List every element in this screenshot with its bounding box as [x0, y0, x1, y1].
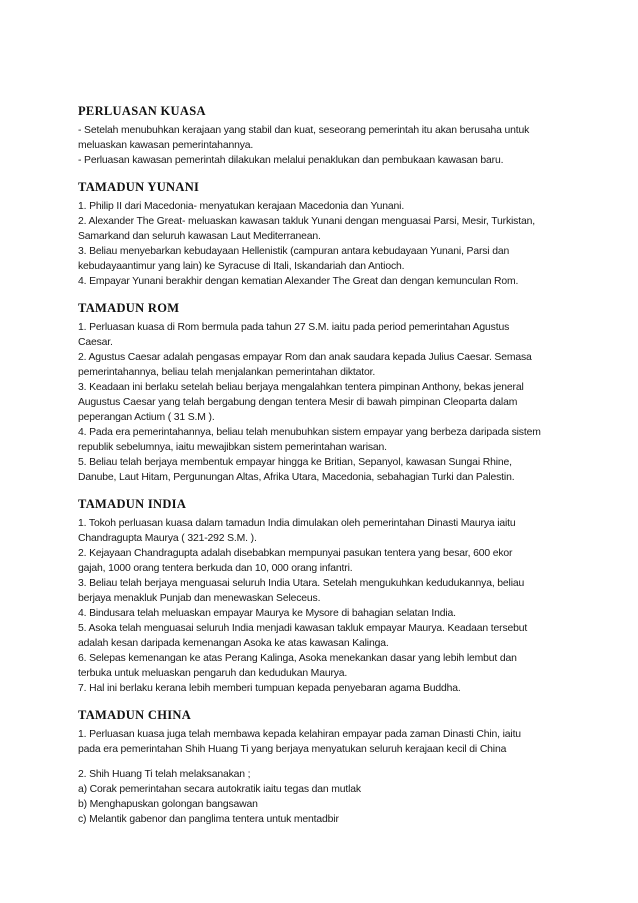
list-item: c) Melantik gabenor dan panglima tentera untuk mentadbir [78, 814, 339, 825]
paragraph-line: 2. Kejayaan Chandragupta adalah disebabkan mempunyai pasukan tentera yang besar, 600 ekor [78, 548, 513, 559]
paragraph-line: 2. Shih Huang Ti telah melaksanakan ; [78, 769, 251, 780]
list-item: b) Menghapuskan golongan bangsawan [78, 799, 258, 810]
section-tamadun-india [78, 497, 568, 696]
section-perluasan-kuasa [78, 104, 568, 168]
paragraph-line: Augustus Caesar yang telah bergabung dengan tentera Mesir di bawah pimpinan Cleoparta dalam [78, 397, 518, 408]
paragraph-line: 2. Alexander The Great- meluaskan kawasan takluk Yunani dengan menguasai Parsi, Mesir, Turkistan, [78, 216, 535, 227]
paragraph-line: - Setelah menubuhkan kerajaan yang stabil dan kuat, seseorang pemerintah itu akan berusaha untuk [78, 125, 530, 136]
paragraph-gap [78, 757, 568, 767]
paragraph-line: 1. Perluasan kuasa di Rom bermula pada tahun 27 S.M. iaitu pada period pemerintahan Agustus [78, 322, 510, 333]
paragraph-line: meluaskan kawasan pemerintahannya. [78, 140, 254, 151]
section-tamadun-china [78, 708, 568, 827]
paragraph-line: 7. Hal ini berlaku kerana lebih memberi tumpuan kepada penyebaran agama Buddha. [78, 683, 461, 694]
paragraph-line: 1. Perluasan kuasa juga telah membawa kepada kelahiran empayar pada zaman Dinasti Chin, iaitu [78, 729, 521, 740]
paragraph-line: 4. Empayar Yunani berakhir dengan kematian Alexander The Great dan dengan kemunculan Rom. [78, 276, 519, 287]
section-heading: TAMADUN CHINA [78, 708, 192, 722]
paragraph-line: 3. Beliau telah berjaya menguasai seluruh India Utara. Setelah mengukuhkan kedudukannya, beliau [78, 578, 525, 589]
section-tamadun-yunani [78, 180, 568, 289]
paragraph-line: 4. Bindusara telah meluaskan empayar Maurya ke Mysore di bahagian selatan India. [78, 608, 456, 619]
paragraph-line: republik sebelumnya, iaitu mewajibkan sistem pemerintahan warisan. [78, 442, 387, 453]
section-heading: TAMADUN YUNANI [78, 180, 200, 194]
paragraph-line: kebudayaantimur yang lain) ke Syracuse di Itali, Iskandariah dan Antioch. [78, 261, 405, 272]
paragraph-line: 1. Tokoh perluasan kuasa dalam tamadun India dimulakan oleh pemerintahan Dinasti Maurya iaitu [78, 518, 516, 529]
section-heading: TAMADUN INDIA [78, 497, 187, 511]
section-tamadun-rom [78, 301, 568, 485]
document-page [78, 104, 568, 839]
paragraph-line: 5. Beliau telah berjaya membentuk empayar hingga ke Britian, Sepanyol, kawasan Sungai Rhine, [78, 457, 512, 468]
paragraph-line: 4. Pada era pemerintahannya, beliau telah menubuhkan sistem empayar yang berbeza daripada sistem [78, 427, 541, 438]
paragraph-line: 3. Keadaan ini berlaku setelah beliau berjaya mengalahkan tentera pimpinan Anthony, bekas jeneral [78, 382, 524, 393]
paragraph-line: pada era pemerintahan Shih Huang Ti yang berjaya menyatukan seluruh kerajaan kecil di China [78, 744, 507, 755]
paragraph-line: Samarkand dan seluruh kawasan Laut Mediterranean. [78, 231, 321, 242]
paragraph-line: 6. Selepas kemenangan ke atas Perang Kalinga, Asoka menekankan dasar yang lebih lembut dan [78, 653, 517, 664]
paragraph-line: 5. Asoka telah menguasai seluruh India menjadi kawasan takluk empayar Maurya. Keadaan tersebut [78, 623, 528, 634]
section-heading: PERLUASAN KUASA [78, 104, 206, 118]
paragraph-line: Chandragupta Maurya ( 321-292 S.M. ). [78, 533, 257, 544]
section-heading: TAMADUN ROM [78, 301, 180, 315]
paragraph-line: - Perluasan kawasan pemerintah dilakukan melalui penaklukan dan pembukaan kawasan baru. [78, 155, 504, 166]
paragraph-line: berjaya menakluk Punjab dan menewaskan Seleceus. [78, 593, 321, 604]
paragraph-line: 2. Agustus Caesar adalah pengasas empayar Rom dan anak saudara kepada Julius Caesar. Semasa [78, 352, 532, 363]
paragraph-line: peperangan Actium ( 31 S.M ). [78, 412, 215, 423]
paragraph-line: adalah kesan daripada kemenangan Asoka ke atas kawasan Kalinga. [78, 638, 389, 649]
paragraph-line: Danube, Laut Hitam, Pergunungan Altas, Afrika Utara, Macedonia, sebahagian Turki dan Palestin. [78, 472, 515, 483]
paragraph-line: gajah, 1000 orang tentera berkuda dan 10, 000 orang infantri. [78, 563, 353, 574]
paragraph-line: 1. Philip II dari Macedonia- menyatukan kerajaan Macedonia dan Yunani. [78, 201, 405, 212]
paragraph-line: pemerintahannya, beliau telah menjalankan pemerintahan diktator. [78, 367, 376, 378]
list-item: a) Corak pemerintahan secara autokratik iaitu tegas dan mutlak [78, 784, 361, 795]
paragraph-line: terbuka untuk meluaskan pengaruh dan kedudukan Maurya. [78, 668, 348, 679]
paragraph-line: 3. Beliau menyebarkan kebudayaan Hellenistik (campuran antara kebudayaan Yunani, Parsi dan [78, 246, 510, 257]
paragraph-line: Caesar. [78, 337, 113, 348]
